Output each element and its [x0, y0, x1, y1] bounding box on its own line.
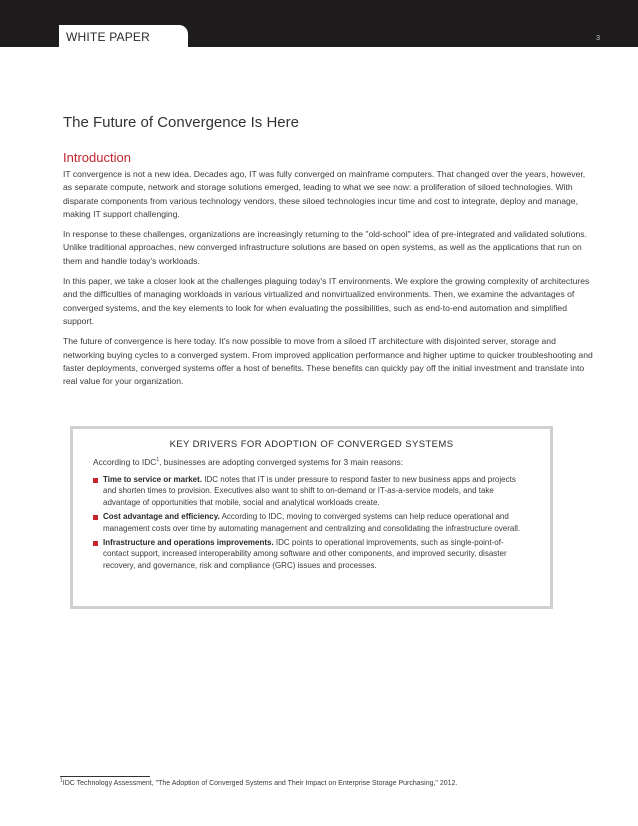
paragraph: IT convergence is not a new idea. Decades ago, IT was fully converged on mainframe computers. That changed over the years, however, as separate compute, network and storage solutions emerged, leading to what we see now: a proliferation of siloed technologies. With disparate components from various technology vendors, these siloed technologies incur time and cost to integrate, deploy and manage, making IT support challenging. — [63, 169, 586, 219]
paragraph: The future of convergence is here today. It's now possible to move from a siloed IT architecture with disjointed server, storage and networking buying cycles to a converged system. From improved application performance and higher uptime to quicker troubleshooting and faster deployments, converged systems offer a host of benefits. These benefits can quickly pay off the initial investment and translate into real value for your organization. — [63, 336, 593, 387]
list-item — [93, 537, 529, 571]
square-bullet-icon — [93, 478, 98, 483]
key-drivers-callout — [70, 426, 553, 609]
list-item-term: Cost advantage and efficiency. — [103, 512, 220, 522]
list-item-text: IDC points to operational improvements, such as single-point-of-contact support, increased interoperability among software and other components, and improved security, disaster recovery, and governance, risk and compliance (GRC) issues and processes. — [103, 538, 507, 570]
callout-intro — [93, 457, 550, 467]
page-title: The Future of Convergence Is Here — [63, 114, 299, 131]
square-bullet-icon — [93, 515, 98, 520]
callout-intro-text: According to IDC — [93, 457, 157, 467]
page-number: 3 — [596, 35, 600, 42]
callout-title: KEY DRIVERS FOR ADOPTION OF CONVERGED SYSTEMS — [169, 439, 454, 450]
callout-intro-text: , businesses are adopting converged systems for 3 main reasons: — [159, 457, 404, 467]
document-type-tab — [59, 25, 188, 47]
list-item — [93, 474, 529, 508]
key-drivers-list — [93, 474, 550, 571]
document-type-label: WHITE PAPER — [66, 30, 150, 44]
paragraph: In this paper, we take a closer look at the challenges plaguing today's IT environments. We explore the growing complexity of architectures and the difficulties of managing workloads in various virtualized and nonvirtualized environments. Then, we examine the advantages of converged systems, and the key elements to look for when evaluating the possibilities, such as end-to-end automation and simplified support. — [63, 276, 590, 326]
list-item-text: IDC notes that IT is under pressure to respond faster to new business apps and projects and shorten times to provision. Executives also want to shift to on-demand or IT-as-a-service models, and take advantage of opportunities that mobile, social and analytical workloads create. — [103, 475, 516, 507]
list-item-text: According to IDC, moving to converged systems can help reduce operational and management costs over time by automating management and centralizing and consolidating the infrastructure overall. — [103, 512, 521, 533]
body-text — [63, 168, 593, 395]
footnote — [60, 777, 600, 787]
paragraph: In response to these challenges, organizations are increasingly returning to the "old-school" idea of pre-integrated and validated solutions. Unlike traditional approaches, new converged infrastructure solutions are based on open systems, as well as the applications that run on them and handle today's workloads. — [63, 229, 587, 266]
footnote-divider — [60, 776, 150, 777]
list-item — [93, 511, 529, 534]
square-bullet-icon — [93, 541, 98, 546]
section-heading: Introduction — [63, 150, 131, 165]
header-bar — [0, 0, 638, 47]
footnote-text: IDC Technology Assessment, "The Adoption of Converged Systems and Their Impact on Enterprise Storage Purchasing," 2012. — [62, 780, 458, 787]
footnote-marker: 1 — [60, 777, 63, 784]
footnote-reference: 1 — [156, 457, 160, 464]
list-item-term: Infrastructure and operations improvements. — [103, 538, 274, 548]
list-item-term: Time to service or market. — [103, 475, 203, 484]
